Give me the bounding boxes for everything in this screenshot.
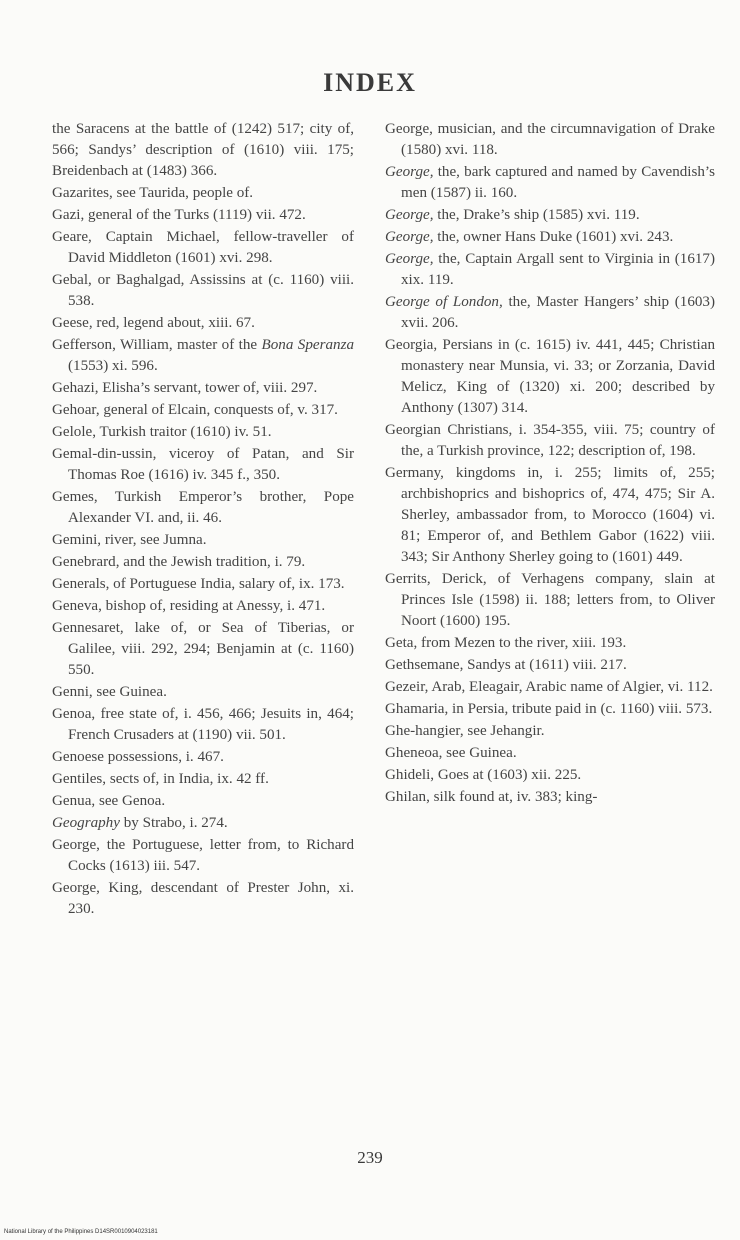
index-entry: Gheneoa, see Guinea.: [385, 745, 517, 761]
index-entry: George, the, Captain Argall sent to Virginia in (1617) xix. 119.: [385, 251, 715, 288]
index-entry: Gazi, general of the Turks (1119) vii. 472.: [52, 207, 306, 223]
index-entry: Genni, see Guinea.: [52, 684, 167, 700]
index-entry: Gemal-din-ussin, viceroy of Patan, and Sir Thomas Roe (1616) iv. 345 f., 350.: [52, 446, 354, 483]
index-entry: Geta, from Mezen to the river, xiii. 193.: [385, 635, 627, 651]
index-entry: Gennesaret, lake of, or Sea of Tiberias, or Galilee, viii. 292, 294; Benjamin at (c. 1160) 550.: [52, 620, 354, 678]
page-number: 239: [357, 1148, 383, 1167]
entry-italic-term: George,: [385, 207, 434, 223]
index-entry: Gehoar, general of Elcain, conquests of, v. 317.: [52, 402, 338, 418]
index-entry: Gentiles, sects of, in India, ix. 42 ff.: [52, 771, 269, 787]
index-entry: Georgia, Persians in (c. 1615) iv. 441, 445; Christian monastery near Munsia, vi. 33; or Zorzania, David Melicz, King of (1320) xi. 200; described by Anthony (1307) 314.: [385, 337, 715, 416]
index-entry: George, the, owner Hans Duke (1601) xvi. 243.: [385, 229, 674, 245]
index-entry: Gemes, Turkish Emperor’s brother, Pope Alexander VI. and, ii. 46.: [52, 489, 354, 526]
index-entry: Genoa, free state of, i. 456, 466; Jesuits in, 464; French Crusaders at (1190) vii. 501.: [52, 706, 354, 743]
index-entry: George, the, Drake’s ship (1585) xvi. 119.: [385, 207, 640, 223]
index-entry: Ghe-hangier, see Jehangir.: [385, 723, 545, 739]
index-entry: Generals, of Portuguese India, salary of, ix. 173.: [52, 576, 345, 592]
index-entry: Genoese possessions, i. 467.: [52, 749, 224, 765]
entry-italic-term: George,: [385, 164, 434, 180]
index-entry: George, musician, and the circumnavigation of Drake (1580) xvi. 118.: [385, 121, 715, 158]
index-entry: the Saracens at the battle of (1242) 517; city of, 566; Sandys’ description of (1610) viii. 175; Breidenbach at (1483) 366.: [52, 121, 354, 179]
index-entry: Ghideli, Goes at (1603) xii. 225.: [385, 767, 582, 783]
library-footer: National Library of the Philippines D14SR0010904023181: [4, 1229, 158, 1235]
index-entry: George, the Portuguese, letter from, to Richard Cocks (1613) iii. 547.: [52, 837, 354, 874]
index-entry: Gelole, Turkish traitor (1610) iv. 51.: [52, 424, 272, 440]
entry-italic-term: Geography: [52, 815, 120, 831]
index-column-left: [52, 119, 354, 921]
index-entry: Georgian Christians, i. 354-355, viii. 75; country of the, a Turkish province, 122; description of, 198.: [385, 422, 715, 459]
index-entry: Gazarites, see Taurida, people of.: [52, 185, 254, 201]
index-entry: Gezeir, Arab, Eleagair, Arabic name of Algier, vi. 112.: [385, 679, 713, 695]
index-column-right: [385, 119, 715, 809]
index-entry: Gethsemane, Sandys at (1611) viii. 217.: [385, 657, 627, 673]
index-entry: Geography by Strabo, i. 274.: [52, 815, 228, 831]
index-entry: Gehazi, Elisha’s servant, tower of, viii. 297.: [52, 380, 318, 396]
entry-italic-title: Bona Speranza: [261, 337, 354, 353]
index-entry: Gemini, river, see Jumna.: [52, 532, 207, 548]
index-entry: Geese, red, legend about, xiii. 67.: [52, 315, 255, 331]
entry-italic-term: George of London,: [385, 294, 503, 310]
index-entry: Gebal, or Baghalgad, Assissins at (c. 1160) viii. 538.: [52, 272, 354, 309]
index-entry: Ghilan, silk found at, iv. 383; king-: [385, 789, 598, 805]
index-entry: Gerrits, Derick, of Verhagens company, slain at Princes Isle (1598) ii. 188; letters from, to Oliver Noort (1600) 195.: [385, 571, 715, 629]
index-entry: George, the, bark captured and named by Cavendish’s men (1587) ii. 160.: [385, 164, 715, 201]
index-entry: Geneva, bishop of, residing at Anessy, i. 471.: [52, 598, 326, 614]
index-entry: Genua, see Genoa.: [52, 793, 166, 809]
index-entry: George, King, descendant of Prester John, xi. 230.: [52, 880, 354, 917]
index-entry: Germany, kingdoms in, i. 255; limits of, 255; archbishoprics and bishoprics of, 474, 475; Sir A. Sherley, ambassador from, to Morocco (1604) vi. 81; Emperor of, and Bethlem Gabor (1622) viii. 343; Sir Anthony Sherley going to (1601) 449.: [385, 465, 715, 565]
index-entry: Genebrard, and the Jewish tradition, i. 79.: [52, 554, 306, 570]
page-title: INDEX: [323, 68, 417, 97]
index-entry: Ghamaria, in Persia, tribute paid in (c. 1160) viii. 573.: [385, 701, 713, 717]
index-entry: Gefferson, William, master of the Bona Speranza (1553) xi. 596.: [52, 337, 354, 374]
index-entry: George of London, the, Master Hangers’ ship (1603) xvii. 206.: [385, 294, 716, 331]
entry-italic-term: George,: [385, 251, 434, 267]
entry-italic-term: George,: [385, 229, 434, 245]
index-entry: Geare, Captain Michael, fellow-traveller of David Middleton (1601) xvi. 298.: [52, 229, 354, 266]
